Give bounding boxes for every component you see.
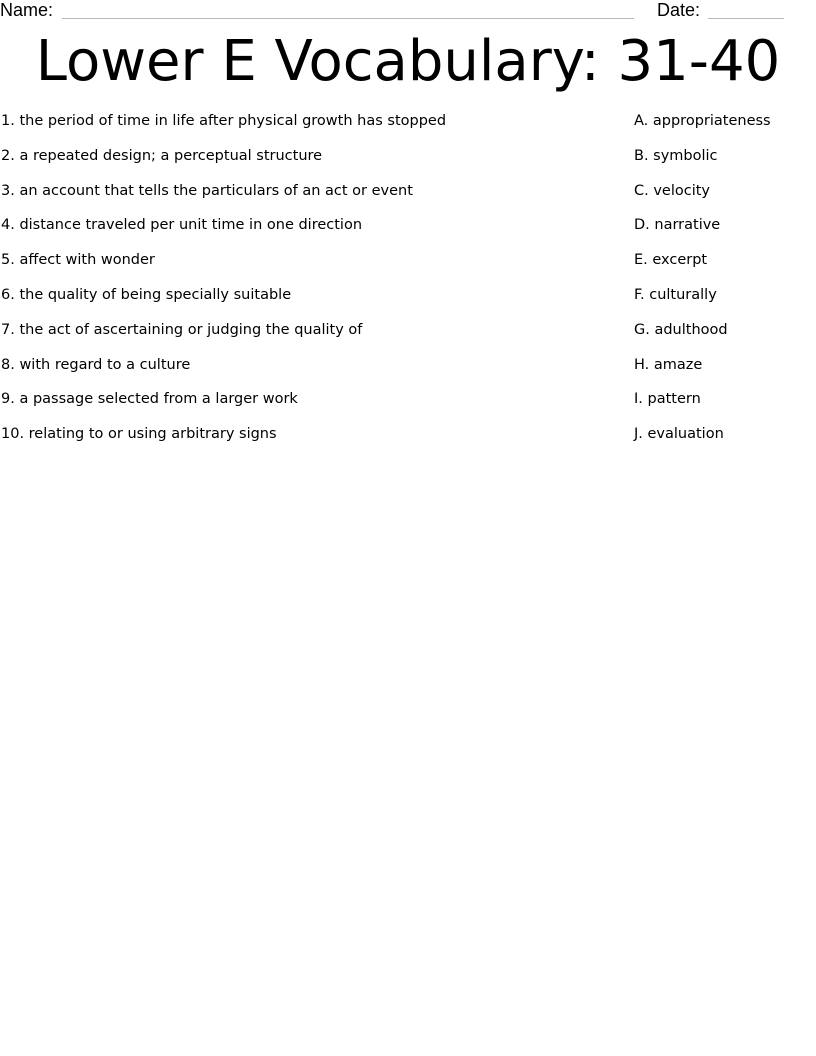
worksheet-title: Lower E Vocabulary: 31-40 <box>35 29 781 94</box>
worksheet-header <box>0 0 816 24</box>
clue-item: 9. a passage selected from a larger work <box>1 391 298 408</box>
clue-item: 10. relating to or using arbitrary signs <box>1 426 277 443</box>
answer-item: J. evaluation <box>634 426 724 443</box>
answer-item: C. velocity <box>634 182 711 199</box>
answer-item: I. pattern <box>634 391 701 408</box>
answer-item: B. symbolic <box>634 147 718 164</box>
answer-item: E. excerpt <box>634 252 708 269</box>
date-label: Date: <box>657 0 701 20</box>
answer-item: D. narrative <box>634 217 721 234</box>
name-label: Name: <box>0 0 54 20</box>
clue-item: 5. affect with wonder <box>1 252 155 269</box>
clue-item: 1. the period of time in life after physical growth has stopped <box>1 113 447 129</box>
name-blank-line <box>62 18 634 19</box>
clue-item: 6. the quality of being specially suitable <box>1 286 292 303</box>
answer-item: G. adulthood <box>634 321 728 338</box>
clue-item: 2. a repeated design; a perceptual structure <box>1 147 323 164</box>
clue-item: 8. with regard to a culture <box>1 356 191 373</box>
answer-item: H. amaze <box>634 356 703 373</box>
clue-item: 7. the act of ascertaining or judging the quality of <box>1 321 363 338</box>
answer-list <box>634 111 814 459</box>
date-blank-line <box>708 18 784 19</box>
clue-item: 3. an account that tells the particulars of an act or event <box>1 182 413 199</box>
answer-item: A. appropriateness <box>634 113 771 129</box>
clue-list <box>1 111 621 459</box>
answer-item: F. culturally <box>634 286 717 303</box>
clue-item: 4. distance traveled per unit time in one direction <box>1 217 363 234</box>
